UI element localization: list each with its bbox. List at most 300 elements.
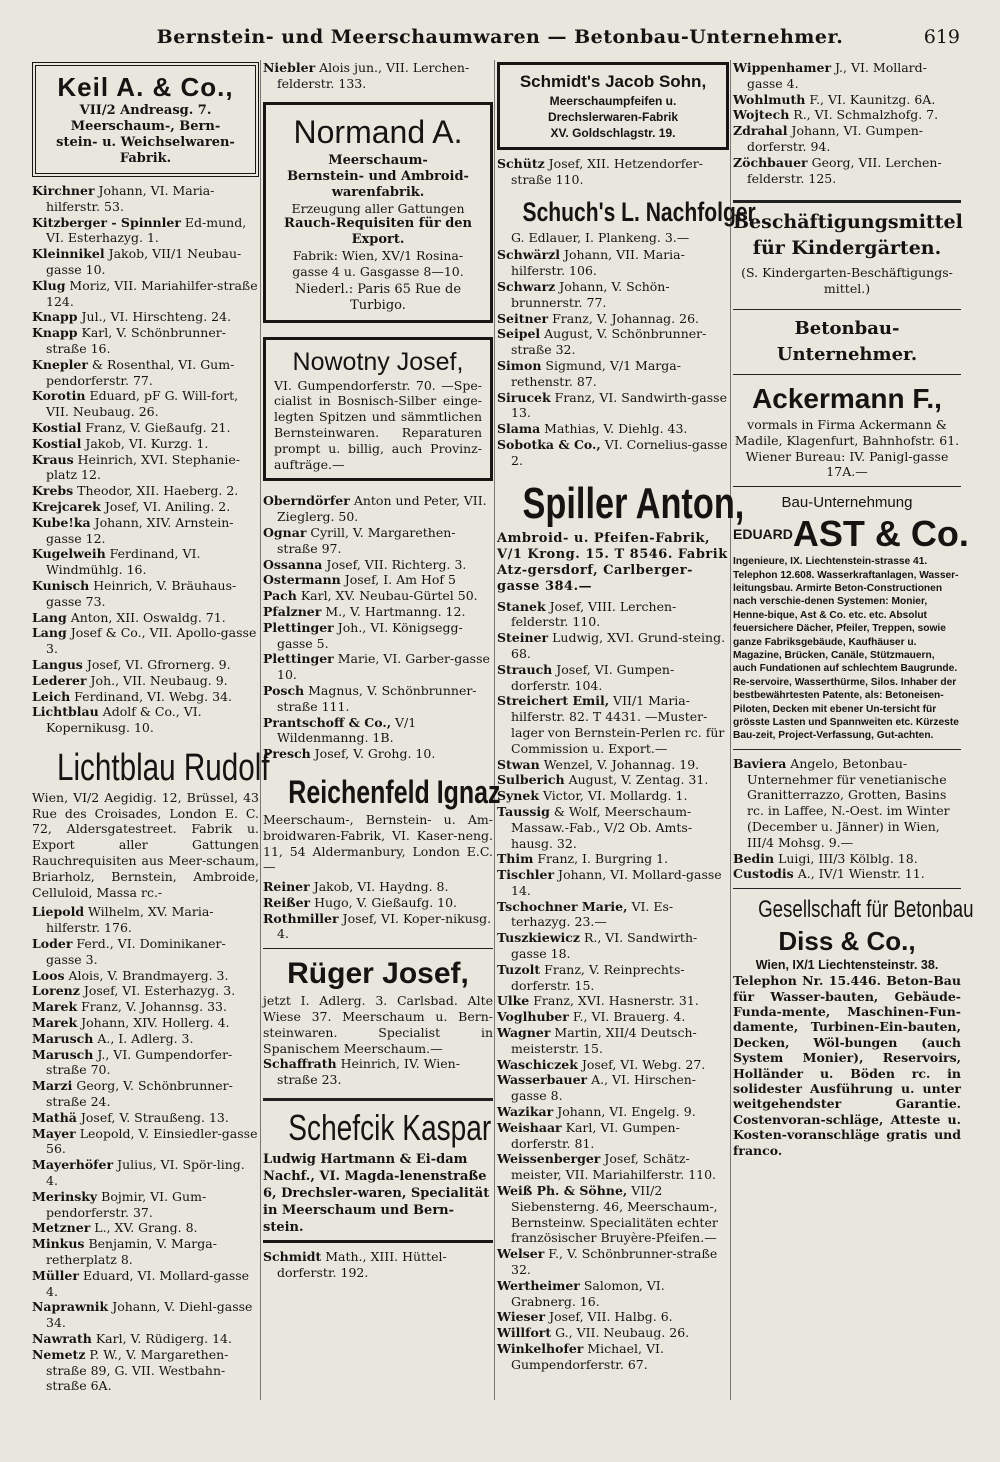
entry-address: Josef, VI. Aniling. 2. <box>100 498 231 514</box>
entry-name: Steiner <box>497 630 549 646</box>
entry-name: Kostial <box>32 435 82 451</box>
entry-name: Loos <box>32 967 65 983</box>
directory-entry <box>32 357 259 389</box>
entry-list <box>32 904 259 1394</box>
entry-name: Ostermann <box>263 572 341 588</box>
directory-entry <box>263 620 493 652</box>
entry-name: Weiß Ph. & Söhne, <box>497 1183 628 1199</box>
entry-name: Liepold <box>32 904 85 920</box>
directory-entry <box>497 1246 729 1278</box>
column-divider <box>494 60 495 1400</box>
directory-entry <box>32 1220 259 1236</box>
divider <box>733 374 961 375</box>
entry-list <box>263 493 493 762</box>
directory-entry <box>32 515 259 547</box>
entry-address: Theodor, XII. Haeberg. 2. <box>73 483 239 499</box>
directory-entry <box>32 1331 259 1347</box>
entry-name: Wagner <box>497 1025 551 1041</box>
directory-entry <box>263 60 493 92</box>
entry-address: Hugo, V. Gießaufg. 10. <box>310 894 458 910</box>
directory-entry <box>32 1236 259 1268</box>
entry-name: Schwärzl <box>497 247 561 263</box>
entry-name: Waschiczek <box>497 1056 578 1072</box>
ad-title: Reichenfeld Ignaz <box>288 773 501 810</box>
entry-address: Franz, I. Burgring 1. <box>533 851 669 867</box>
entry-name: Strauch <box>497 661 553 677</box>
entry-name: Wippenhamer <box>733 60 832 75</box>
directory-entry <box>263 895 493 911</box>
directory-entry <box>497 1072 729 1104</box>
ad-schmidt <box>497 62 729 150</box>
ad-text: jetzt I. Adlerg. 3. Carlsbad. Alte Wiese 37. Meerschaum u. Bern-steinwaren. Specialist in Spanischem Meerschaum.— <box>263 993 493 1056</box>
entry-address: VII/2 Siebensterng. 46, Meerschaum-, Bernsteinw. Specialitäten echter französischer Bruyère-Pfeifen.— <box>511 1183 718 1246</box>
entry-name: Merinsky <box>32 1188 98 1204</box>
directory-entry <box>497 358 729 390</box>
entry-address: & Rosenthal, VI. Gum-pendorferstr. 77. <box>46 356 235 388</box>
section-title: Beschäftigungsmittel <box>733 211 963 234</box>
entry-name: Leich <box>32 688 71 704</box>
entry-name: Krebs <box>32 483 74 499</box>
entry-name: Loder <box>32 936 73 952</box>
entry-address: Ferd., VI. Dominikaner-gasse 3. <box>46 936 226 967</box>
directory-entry <box>497 867 729 899</box>
ad-text: Ludwig Hartmann & Ei-dam Nachf., VI. Magda-lenenstraße 6, Drechsler-waren, Specialität in Meerschaum und Bern-stein. <box>263 1152 490 1236</box>
ad-title: Normand A. <box>293 113 463 150</box>
directory-entry <box>497 1278 729 1310</box>
entry-name: Wasserbauer <box>497 1072 588 1088</box>
directory-entry <box>32 325 259 357</box>
entry-name: Zdrahal <box>733 123 788 139</box>
entry-name: Custodis <box>733 866 794 882</box>
ad-line: Meerschaum-, Bern- <box>70 119 221 134</box>
entry-name: Marzi <box>32 1078 73 1094</box>
ad-nowotny <box>263 337 493 482</box>
entry-name: Nawrath <box>32 1330 92 1346</box>
entry-name: Kirchner <box>32 183 95 198</box>
entry-name: Naprawnik <box>32 1299 109 1315</box>
entry-name: Klug <box>32 277 66 293</box>
entry-name: Kunisch <box>32 577 90 593</box>
entry-address: Cyrill, V. Margarethen-straße 97. <box>277 524 456 556</box>
entry-name: Wohlmuth <box>733 91 806 107</box>
entry-name: Willfort <box>497 1325 552 1341</box>
entry-name: Voglhuber <box>497 1009 569 1025</box>
entry-name: Minkus <box>32 1236 85 1252</box>
entry-name: Welser <box>497 1246 545 1262</box>
entry-address: Eduard, pF G. Will-fort, VII. Neubaug. 26. <box>46 388 239 420</box>
directory-entry <box>32 1078 259 1110</box>
directory-entry <box>263 572 493 588</box>
directory-entry <box>497 156 729 188</box>
directory-entry <box>32 246 259 278</box>
entry-address: F., VI. Brauerg. 4. <box>568 1009 686 1025</box>
entry-address: Salomon, VI. Grabnerg. 16. <box>511 1277 665 1309</box>
directory-entry <box>32 1015 259 1031</box>
entry-address: Johann, V. Diehl-gasse 34. <box>46 1299 253 1331</box>
ad-title: Ackermann F., <box>752 382 942 414</box>
entry-list <box>733 60 961 186</box>
divider <box>733 309 961 310</box>
entry-address: Anton und Peter, VII. Zieglerg. 50. <box>277 493 487 525</box>
entry-address: Johann, XIV. Hollerg. 4. <box>77 1015 230 1031</box>
entry-address: Georg, VII. Lerchen-felderstr. 125. <box>747 154 942 186</box>
directory-entry <box>497 930 729 962</box>
entry-name: Sulberich <box>497 772 565 788</box>
entry-name: Stwan <box>497 756 540 772</box>
section-note: (S. Kindergarten-Beschäftigungs-mittel.) <box>741 265 953 297</box>
entry-name: Seipel <box>497 326 541 342</box>
directory-entry <box>263 1056 493 1088</box>
entry-address: Martin, XII/4 Deutsch-meisterstr. 15. <box>511 1025 697 1056</box>
entry-address: Franz, XVI. Hasnerstr. 31. <box>529 993 699 1009</box>
ad-title: Keil A. & Co., <box>57 72 234 102</box>
entry-name: Schwarz <box>497 278 556 294</box>
entry-name: Thim <box>497 851 534 867</box>
directory-entry <box>497 788 729 804</box>
entry-address: P. W., V. Margarethen-straße 89, G. VII. Westbahn-straße 6A. <box>46 1346 229 1394</box>
directory-entry <box>32 704 259 736</box>
entry-name: Marek <box>32 999 78 1015</box>
entry-address: Benjamin, V. Marga-retherplatz 8. <box>46 1236 217 1267</box>
page-header: Bernstein- und Meerschaumwaren — Betonbau-Unternehmer. <box>156 26 844 48</box>
divider <box>733 749 961 750</box>
entry-name: Sirucek <box>497 389 551 405</box>
entry-address: Heinrich, IV. Wien-straße 23. <box>277 1056 460 1088</box>
entry-name: Plettinger <box>263 651 334 667</box>
ad-line: Rauch-Requisiten für den <box>283 216 473 232</box>
entry-address: Karl, V. Schönbrunner-straße 16. <box>46 325 226 356</box>
directory-entry <box>263 715 493 747</box>
ad-title: Nowotny Josef, <box>292 347 464 376</box>
entry-address: M., V. Hartmanng. 12. <box>321 603 466 619</box>
section-title: für Kindergärten. <box>752 237 942 260</box>
directory-entry <box>263 879 493 895</box>
directory-entry <box>497 962 729 994</box>
directory-entry <box>32 1268 259 1300</box>
entry-address: Ferdinand, VI. Windmühlg. 16. <box>46 546 201 578</box>
directory-entry <box>497 772 729 788</box>
entry-address: Franz, V. Gießaufg. 21. <box>81 419 231 435</box>
entry-name: Kube!ka <box>32 514 91 530</box>
directory-entry <box>32 999 259 1015</box>
entry-address: August, V. Schönbrunner-straße 32. <box>511 326 707 358</box>
entry-name: Knapp <box>32 309 78 325</box>
entry-address: Josef, VI. Gumpen-dorferstr. 104. <box>511 661 675 693</box>
directory-entry <box>32 578 259 610</box>
entry-name: Ulke <box>497 993 530 1009</box>
entry-list <box>497 247 729 468</box>
entry-name: Marusch <box>32 1030 94 1046</box>
entry-address: Franz, V. Johannag. 26. <box>548 310 700 326</box>
column-1 <box>32 60 270 1394</box>
entry-list <box>263 879 493 942</box>
ad-normand <box>263 102 493 323</box>
directory-entry <box>32 1047 259 1079</box>
ad-title-part: EDUARD <box>733 526 793 543</box>
entry-name: Lederer <box>32 672 87 688</box>
entry-name: Rothmiller <box>263 910 339 926</box>
entry-name: Synek <box>497 788 539 804</box>
directory-entry <box>32 936 259 968</box>
entry-address: F., VI. Kaunitzg. 6A. <box>805 91 936 107</box>
entry-list <box>497 599 729 1373</box>
directory-entry <box>32 215 259 247</box>
entry-address: Georg, V. Schönbrunner-straße 24. <box>46 1078 233 1110</box>
directory-entry <box>263 557 493 573</box>
directory-entry <box>263 651 493 683</box>
entry-name: Prantschoff & Co., <box>263 714 392 730</box>
ad-keil <box>32 62 259 177</box>
directory-entry <box>497 1057 729 1073</box>
directory-entry <box>32 625 259 657</box>
entry-address: Josef, VII. Halbg. 6. <box>545 1309 673 1325</box>
ad-line: Export. <box>351 232 405 248</box>
entry-address: Josef, VIII. Lerchen-felderstr. 110. <box>511 598 677 630</box>
entry-list <box>263 1056 493 1088</box>
entry-name: Kostial <box>32 419 82 435</box>
entry-address: Joh., VI. Königsegg-gasse 5. <box>277 619 463 651</box>
directory-entry <box>733 866 961 882</box>
entry-address: Bojmir, VI. Gum-pendorferstr. 37. <box>46 1188 207 1220</box>
entry-address: Josef, VI. Gfrornerg. 9. <box>82 656 231 672</box>
entry-name: Marusch <box>32 1046 94 1062</box>
directory-entry <box>733 123 961 155</box>
entry-name: Knapp <box>32 325 78 341</box>
directory-entry <box>497 421 729 437</box>
entry-address: Alois, V. Brandmayerg. 3. <box>64 967 229 983</box>
directory-entry <box>32 420 259 436</box>
directory-entry <box>733 851 961 867</box>
directory-entry <box>263 683 493 715</box>
directory-entry <box>32 904 259 936</box>
entry-address: Josef, V. Straußeng. 13. <box>76 1109 229 1125</box>
entry-address: Johann, XIV. Arnstein-gasse 12. <box>46 514 234 546</box>
entry-address: VI. Cornelius-gasse 2. <box>511 436 728 468</box>
entry-name: Reißer <box>263 894 311 910</box>
entry-address: Franz, V. Johannsg. 33. <box>77 999 227 1015</box>
directory-entry <box>263 525 493 557</box>
entry-name: Schütz <box>497 156 545 171</box>
ad-schuch <box>497 194 756 246</box>
entry-list <box>733 756 961 882</box>
ad-text: Ingenieure, IX. Liechtenstein-strasse 41. Telephon 12.608. Wasserkraftanlagen, Wasser-leitungsbau. Armirte Beton-Constructionen nach verschie-denen Systemen: Monier, Henne-bique, Ast & Co. etc. etc. Absolut feuersichere Dächer, Pfeiler, Treppen, sowie ganze Fabriksgebäude, Kaufhäuser u. Magazine, Brücken, Canäle, Stützmauern, auch Fundationen auf schlechtem Baugrunde. Re-servoire, Wasserthürme, Silos. Inhaber der bestbewährtesten Patente, als: Betoneisen-Piloten, Decken mit ebener Un-tersicht für grösste Lasten und Spannweiten etc. Kürzeste Bau-zeit, Project-Verfassung, Gut-achten. <box>733 556 959 742</box>
entry-address: Adolf & Co., VI. Kopernikusg. 10. <box>46 704 202 736</box>
entry-name: Lorenz <box>32 983 80 999</box>
entry-name: Tschochner Marie, <box>497 898 628 914</box>
directory-entry <box>497 1151 729 1183</box>
directory-entry <box>497 1309 729 1325</box>
entry-address: August, V. Zentag. 31. <box>564 772 709 788</box>
directory-entry <box>263 911 493 943</box>
directory-entry <box>263 604 493 620</box>
section-beschaeftigungsmittel <box>733 209 961 297</box>
directory-entry <box>32 546 259 578</box>
directory-entry <box>497 1183 729 1246</box>
entry-address: Mathias, V. Diehlg. 43. <box>540 421 688 437</box>
entry-name: Winkelhofer <box>497 1341 584 1356</box>
entry-name: Wertheimer <box>497 1277 580 1293</box>
directory-entry <box>32 689 259 705</box>
entry-address: Ed-mund, VI. Esterhazyg. 1. <box>46 214 247 246</box>
entry-name: Stanek <box>497 598 546 614</box>
directory-entry <box>733 92 961 108</box>
entry-name: Knepler <box>32 356 88 372</box>
entry-address: Josef, V. Grohg. 10. <box>310 746 436 762</box>
ad-line: Meerschaum- <box>328 152 428 168</box>
entry-name: Lang <box>32 625 67 641</box>
directory-entry <box>497 279 729 311</box>
divider <box>733 486 961 487</box>
divider <box>263 948 493 949</box>
column-divider <box>260 60 261 1400</box>
entry-name: Sobotka & Co., <box>497 436 601 452</box>
ad-line: gasse 4 u. Gasgasse 8—10. <box>292 264 464 280</box>
directory-entry <box>263 493 493 525</box>
ad-text: vormals in Firma Ackermann & Madile, Klagenfurt, Bahnhofstr. 61. Wiener Bureau: IV. Panigl-gasse 17A.— <box>734 416 960 480</box>
directory-entry <box>497 599 729 631</box>
entry-address: Josef & Co., VII. Apollo-gasse 3. <box>46 625 257 657</box>
ad-title: Schefcik Kaspar <box>288 1107 492 1149</box>
directory-entry <box>32 278 259 310</box>
directory-entry <box>32 1299 259 1331</box>
entry-name: Simon <box>497 357 542 373</box>
directory-entry <box>497 437 729 469</box>
entry-address: Angelo, Betonbau-Unternehmer für venetianische Granitterrazzo, Grotten, Basins rc. in Laffee, N.-Oest. im Winter (December u. Jänner) in Wien, III/4 Mohsg. 9.— <box>747 755 950 850</box>
ad-line: Erzeugung aller Gattungen <box>291 200 465 216</box>
ad-text: Telephon Nr. 15.446. Beton-Bau für Wasser-bauten, Gebäude-Funda-mente, Maschinen-Fun-damente, Turbinen-Ein-bauten, Decken, Wöl-bungen (auch System Monier), Reservoirs, Holländer u. Böden rc. in solidester Ausführung u. unter weitgehendster Garantie. Costenvoran-schläge, Atteste u. Kosten-voranschläge gratis und franco. <box>733 973 961 1158</box>
entry-address: F., V. Schönbrunner-straße 32. <box>511 1246 718 1278</box>
entry-address: & Wolf, Meerschaum-Massaw.-Fab., V/2 Ob. Amts-hausg. 32. <box>511 803 693 851</box>
ad-title: Diss & Co., <box>778 926 916 957</box>
entry-name: Seitner <box>497 310 549 326</box>
directory-entry <box>497 1341 729 1373</box>
column-2 <box>263 60 501 1281</box>
entry-address: Wilhelm, XV. Maria-hilferstr. 176. <box>46 904 214 936</box>
directory-entry <box>497 1025 729 1057</box>
entry-list <box>497 156 729 188</box>
ad-lichtblau <box>32 746 270 901</box>
ad-spiller <box>497 477 745 595</box>
ad-line: warenfabrik. <box>331 184 425 200</box>
entry-address: Johann, VI. Engelg. 9. <box>553 1104 696 1120</box>
entry-address: Josef, VI. Webg. 27. <box>577 1056 706 1072</box>
entry-name: Pfalzner <box>263 603 322 619</box>
directory-entry <box>497 693 729 756</box>
entry-name: Schaffrath <box>263 1056 337 1072</box>
entry-address: Johann, VI. Gumpen-dorferstr. 94. <box>747 123 924 154</box>
directory-entry <box>497 899 729 931</box>
entry-list <box>32 183 259 736</box>
directory-entry <box>497 662 729 694</box>
directory-entry <box>32 1347 259 1394</box>
entry-address: Jakob, VI. Kurzg. 1. <box>81 435 209 451</box>
entry-name: Tuszkiewicz <box>497 930 580 946</box>
entry-address: VII/1 Maria-hilferstr. 82. T 4431. —Muster-lager von Bernstein-Perlen rc. für Commission u. Export.— <box>511 693 725 756</box>
entry-list <box>263 1249 493 1281</box>
entry-address: Eduard, VI. Mollard-gasse 4. <box>46 1267 250 1299</box>
directory-entry <box>733 107 961 123</box>
divider <box>733 888 961 889</box>
ad-title: Schuch's L. Nachfolger <box>522 196 756 227</box>
directory-entry <box>497 247 729 279</box>
entry-address: A., IV/1 Wienstr. 11. <box>793 866 925 882</box>
ad-title-part: AST & Co. <box>792 513 969 555</box>
entry-address: Johann, VI. Maria-hilferstr. 53. <box>46 183 215 214</box>
entry-address: Josef, VII. Richterg. 3. <box>322 556 467 572</box>
entry-address: Wenzel, V. Johannag. 19. <box>539 756 700 772</box>
entry-address: G., VII. Neubaug. 26. <box>551 1325 690 1341</box>
entry-name: Zöchbauer <box>733 154 808 170</box>
directory-entry <box>497 1325 729 1341</box>
entry-address: Jul., VI. Hirschteng. 24. <box>77 309 232 325</box>
directory-entry <box>497 1120 729 1152</box>
ad-text: Ambroid- u. Pfeifen-Fabrik, V/1 Krong. 15. T 8546. Fabrik Atz-gersdorf, Carlberger-gasse 384.— <box>497 530 728 594</box>
entry-name: Mayer <box>32 1125 76 1141</box>
entry-address: J., VI. Gumpendorfer-straße 70. <box>46 1046 233 1078</box>
entry-address: Josef, I. Am Hof 5 <box>340 572 456 588</box>
directory-entry <box>32 673 259 689</box>
directory-entry <box>733 60 961 92</box>
directory-entry <box>497 851 729 867</box>
directory-entry <box>32 610 259 626</box>
entry-address: A., VI. Hirschen-gasse 8. <box>511 1072 696 1104</box>
entry-address: Josef, Schätz-meister, VII. Mariahilferstr. 110. <box>511 1151 717 1183</box>
entry-address: VI. Es-terhazyg. 23.— <box>511 898 674 930</box>
directory-entry <box>32 483 259 499</box>
ad-line: XV. Goldschlagstr. 19. <box>550 126 676 140</box>
entry-name: Lichtblau <box>32 704 99 720</box>
page-number: 619 <box>923 26 960 48</box>
directory-entry <box>32 983 259 999</box>
directory-entry <box>32 968 259 984</box>
ad-title: Lichtblau Rudolf <box>56 746 270 789</box>
entry-name: Reiner <box>263 879 310 895</box>
directory-entry <box>32 388 259 420</box>
entry-name: Kleinnikel <box>32 246 105 262</box>
entry-address: L., XV. Grang. 8. <box>90 1220 198 1236</box>
directory-entry <box>32 1189 259 1221</box>
entry-name: Plettinger <box>263 619 334 635</box>
entry-address: Michael, VI. Gumpendorferstr. 67. <box>511 1341 664 1372</box>
entry-list <box>263 60 493 92</box>
entry-address: Johann, V. Schön-brunnerstr. 77. <box>511 278 670 310</box>
entry-address: R., VI. Schmalzhofg. 7. <box>789 107 939 123</box>
entry-name: Ognar <box>263 524 307 540</box>
entry-address: Victor, VI. Mollardg. 1. <box>539 788 688 804</box>
entry-address: Franz, VI. Sandwirth-gasse 13. <box>511 389 727 421</box>
ad-line: Niederl.: Paris 65 Rue de Turbigo. <box>294 281 462 313</box>
entry-name: Nemetz <box>32 1346 86 1362</box>
directory-entry <box>263 746 493 762</box>
ad-diss <box>733 895 974 1158</box>
entry-name: Posch <box>263 682 305 698</box>
ad-line: VII/2 Andreasg. 7. <box>79 103 212 118</box>
entry-address: Ferdinand, VI. Webg. 34. <box>70 688 233 704</box>
section-title: Betonbau-Unternehmer. <box>776 317 918 365</box>
entry-address: Sigmund, V/1 Marga-rethenstr. 87. <box>511 357 681 389</box>
entry-name: Bedin <box>733 850 775 866</box>
directory-entry <box>497 390 729 422</box>
directory-entry <box>32 1157 259 1189</box>
entry-address: Johann, VII. Maria-hilferstr. 106. <box>511 247 685 279</box>
ad-line: Fabrik. <box>119 151 172 166</box>
entry-address: Karl, VI. Gumpen-dorferstr. 81. <box>511 1119 680 1151</box>
directory-entry <box>32 436 259 452</box>
entry-name: Oberndörfer <box>263 493 350 509</box>
directory-entry <box>733 155 961 187</box>
entry-address: Math., XIII. Hüttel-dorferstr. 192. <box>277 1249 447 1280</box>
entry-name: Wazikar <box>497 1104 554 1120</box>
